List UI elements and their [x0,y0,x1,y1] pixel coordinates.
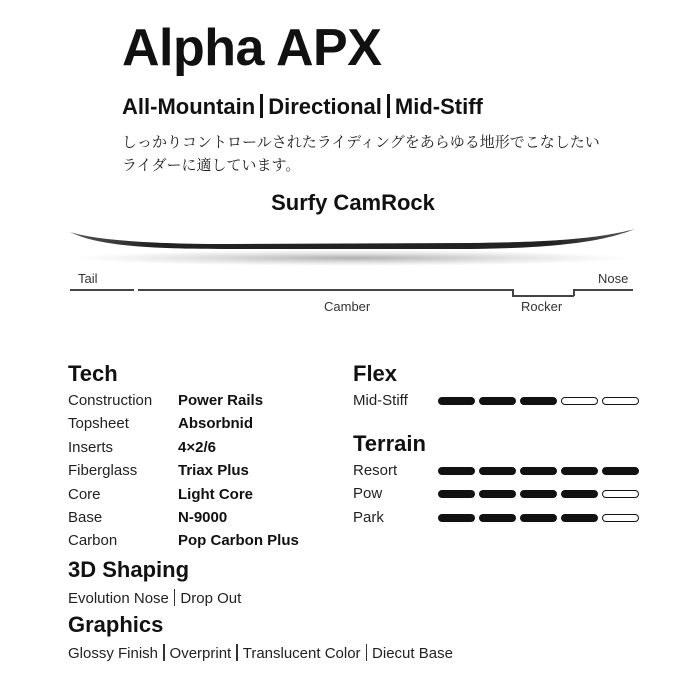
terrain-label: Park [353,508,384,526]
terrain-rating-bar [438,514,639,522]
rating-segment-filled [520,467,557,475]
tech-value: Absorbnid [178,415,253,433]
tech-label: Carbon [68,532,118,550]
list-item: Glossy Finish [68,645,159,662]
tail-line [70,289,134,291]
board-profile-illustration [0,220,700,280]
tech-value: Pop Carbon Plus [178,532,299,550]
rating-segment-empty [602,397,639,405]
subtitle-divider [260,94,263,118]
subtitle-flex: Mid-Stiff [394,94,483,119]
list-item: Diecut Base [372,645,453,662]
flex-label: Mid-Stiff [353,392,408,409]
list-divider [174,589,176,606]
rating-segment-filled [561,467,598,475]
rocker-line [512,295,574,297]
board-shadow [72,250,632,266]
rating-segment-filled [479,514,516,522]
rating-segment-filled [438,467,475,475]
rating-segment-filled [479,490,516,498]
tech-label: Topsheet [68,415,129,433]
list-divider [163,644,165,661]
subtitle-shape: Directional [268,94,382,119]
rating-segment-empty [602,514,639,522]
rocker-label: Rocker [521,299,563,314]
flex-rating-bar [438,397,639,405]
rating-segment-filled [479,467,516,475]
rating-segment-empty [561,397,598,405]
shaping-list [68,589,241,607]
terrain-rating-bar [438,467,639,475]
tech-value: 4×2/6 [178,438,216,456]
rating-segment-filled [520,397,557,405]
rating-segment-filled [561,490,598,498]
rating-segment-filled [602,467,639,475]
tech-value: Triax Plus [178,462,249,480]
list-item: Overprint [169,645,232,662]
rating-segment-filled [438,490,475,498]
nose-line [573,289,633,291]
tech-label: Construction [68,392,153,409]
subtitle-style: All-Mountain [122,94,256,119]
rating-segment-filled [438,397,475,405]
graphics-heading: Graphics [68,612,164,637]
tech-label: Core [68,485,101,503]
rating-segment-filled [479,397,516,405]
product-description: しっかりコントロールされたライディングをあらゆる地形でこなしたいライダーに適しています。 [122,133,600,174]
rating-segment-filled [438,514,475,522]
graphics-list [68,644,453,662]
tech-heading: Tech [68,361,118,386]
tech-value: N-9000 [178,509,228,526]
tech-value: Light Core [178,485,253,503]
list-divider [366,644,368,661]
tech-label: Fiberglass [68,462,138,480]
profile-title: Surfy CamRock [271,190,435,215]
camber-label: Camber [324,299,371,314]
rating-segment-filled [561,514,598,522]
terrain-heading: Terrain [353,431,426,456]
tech-value: Power Rails [178,392,264,409]
flex-heading: Flex [353,361,398,386]
rating-segment-filled [520,490,557,498]
product-title: Alpha APX [122,19,382,77]
rating-segment-empty [602,490,639,498]
product-subtitle [122,94,483,118]
subtitle-divider [387,94,390,118]
tail-label: Tail [78,271,98,286]
list-item: Evolution Nose [68,590,169,607]
terrain-label: Pow [353,485,383,503]
board-shape [70,229,635,249]
list-item: Drop Out [180,590,242,607]
tech-label: Inserts [68,438,114,456]
terrain-rating-bar [438,490,639,498]
camber-line [138,289,512,291]
shaping-heading: 3D Shaping [68,557,190,582]
tech-label: Base [68,509,103,526]
rating-segment-filled [520,514,557,522]
list-divider [236,644,238,661]
list-item: Translucent Color [242,645,361,662]
terrain-label: Resort [353,462,398,479]
nose-label: Nose [598,271,629,286]
